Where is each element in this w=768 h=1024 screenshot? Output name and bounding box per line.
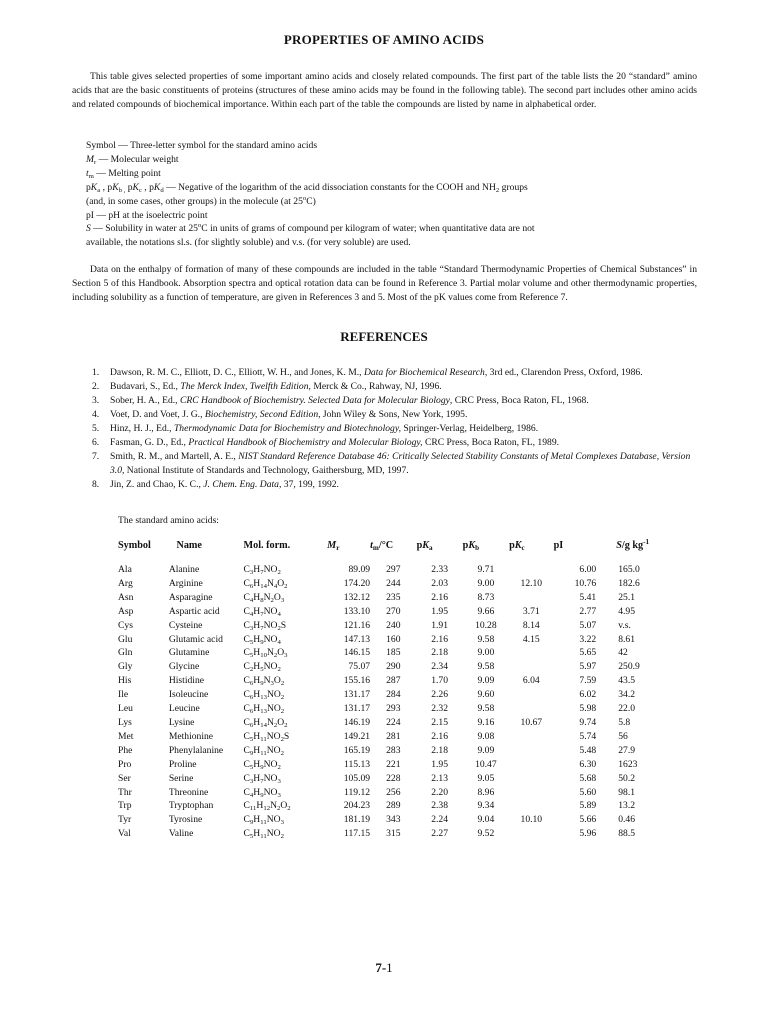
cell-solubility: 4.95 bbox=[618, 605, 636, 617]
cell-solubility: v.s. bbox=[618, 619, 631, 631]
references-title: REFERENCES bbox=[340, 329, 428, 344]
cell-pkb: 8.96 bbox=[477, 786, 495, 798]
col-header-mr: $M_r$ bbox=[327, 540, 340, 552]
cell-pkc: 12.10 bbox=[520, 577, 543, 589]
table-row bbox=[114, 702, 669, 716]
reference-item: 4. Voet, D. and Voet, J. G., Biochemistry, Second Edition, John Wiley & Sons, New York, 1995. bbox=[92, 409, 468, 420]
cell-pka: 2.18 bbox=[431, 647, 449, 659]
cell-pkc bbox=[509, 563, 554, 577]
cell-solubility: 13.2 bbox=[618, 800, 636, 812]
cell-tm: 281 bbox=[386, 730, 401, 742]
cell-symbol: Thr bbox=[118, 786, 132, 798]
symbol-def: $M_r$ — Molecular weight bbox=[86, 153, 179, 166]
cell-pkc bbox=[509, 827, 554, 841]
cell-pkc bbox=[509, 772, 554, 786]
cell-pka: 2.18 bbox=[431, 744, 449, 756]
cell-name: Phenylalanine bbox=[168, 744, 224, 756]
cell-mr: 131.17 bbox=[343, 703, 371, 715]
cell-name: Tryptophan bbox=[168, 800, 214, 812]
cell-formula: $C_6H_{13}NO_2$ bbox=[243, 689, 285, 702]
cell-pkb: 9.08 bbox=[477, 730, 495, 742]
cell-mr: 89.09 bbox=[348, 564, 371, 575]
cell-tm: 315 bbox=[386, 828, 401, 840]
enthalpy-paragraph: Data on the enthalpy of formation of many of these compounds are included in the table “Standard Thermodynamic Properties of Chemical Substances” in Section 5 of this Handbook. Absorption spectra and optical rotation data can be found in Reference 3. Partial molar volume and other thermodynamic properties, including solubility as a function of temperature, are given in References 3 and 5. Most of the pK values come from Reference 7. bbox=[72, 264, 697, 303]
cell-name: Glycine bbox=[168, 661, 200, 673]
cell-pka: 2.26 bbox=[431, 689, 449, 701]
table-row bbox=[114, 758, 669, 772]
table-row bbox=[114, 744, 669, 758]
reference-item: 1. Dawson, R. M. C., Elliott, D. C., Elliott, W. H., and Jones, K. M., Data for Biochemical Research, 3rd ed., Clarendon Press, Oxford, 1986. bbox=[92, 367, 643, 378]
cell-mr: 131.17 bbox=[343, 689, 371, 701]
cell-name: Leucine bbox=[168, 703, 200, 715]
col-header-pkb: $pK_b$ bbox=[462, 540, 480, 552]
cell-pkc bbox=[509, 758, 554, 772]
reference-item: 8. Jin, Z. and Chao, K. C., J. Chem. Eng. Data, 37, 199, 1992. bbox=[92, 479, 339, 490]
cell-formula: $C_6H_{14}N_2O_2$ bbox=[243, 716, 288, 729]
cell-tm: 287 bbox=[386, 675, 401, 687]
reference-number: 7. bbox=[92, 451, 100, 462]
cell-pkb: 9.16 bbox=[477, 716, 495, 728]
cell-name: Aspartic acid bbox=[168, 605, 220, 617]
cell-mr: 121.16 bbox=[343, 619, 371, 631]
cell-pkc bbox=[509, 591, 554, 605]
cell-tm: 270 bbox=[386, 605, 401, 617]
cell-mr: 181.19 bbox=[343, 814, 371, 826]
cell-solubility: 5.8 bbox=[618, 716, 631, 728]
cell-mr: 119.12 bbox=[344, 786, 371, 798]
symbol-def: $t_m$ — Melting point bbox=[86, 167, 161, 180]
cell-pi: 5.48 bbox=[579, 744, 597, 756]
cell-pi: 5.41 bbox=[579, 591, 597, 603]
cell-solubility: 25.1 bbox=[618, 591, 636, 603]
cell-pi: 5.65 bbox=[579, 647, 597, 659]
cell-tm: 235 bbox=[386, 591, 401, 603]
table-row bbox=[114, 605, 669, 619]
cell-pi: 5.68 bbox=[579, 772, 597, 784]
cell-pkc: 10.10 bbox=[520, 814, 543, 826]
table-row bbox=[114, 799, 669, 813]
cell-symbol: Cys bbox=[118, 619, 133, 631]
cell-pi: 10.76 bbox=[574, 577, 597, 589]
references-list bbox=[92, 366, 702, 492]
cell-pkb: 9.05 bbox=[477, 772, 495, 784]
cell-formula: $C_3H_7NO_2$ bbox=[243, 564, 281, 576]
cell-tm: 343 bbox=[386, 814, 401, 826]
cell-solubility: 42 bbox=[618, 647, 628, 659]
cell-solubility: 0.46 bbox=[618, 814, 636, 826]
cell-formula: $C_6H_9N_3O_2$ bbox=[243, 675, 285, 688]
cell-solubility: 34.2 bbox=[618, 689, 636, 701]
cell-name: Alanine bbox=[168, 564, 200, 575]
cell-formula: $C_5H_{11}NO_2$ bbox=[243, 828, 284, 841]
cell-symbol: Tyr bbox=[118, 814, 132, 826]
cell-tm: 284 bbox=[386, 689, 401, 701]
cell-tm: 297 bbox=[386, 564, 401, 575]
cell-symbol: Glu bbox=[118, 633, 133, 645]
reference-item: 6. Fasman, G. D., Ed., Practical Handbook of Biochemistry and Molecular Biology, CRC Press, Boca Raton, FL, 1989. bbox=[92, 437, 560, 448]
cell-pkb: 9.04 bbox=[477, 814, 495, 826]
cell-mr: 146.19 bbox=[343, 716, 371, 728]
cell-formula: $C_5H_9NO_2$ bbox=[243, 758, 281, 771]
cell-pi: 5.66 bbox=[579, 814, 597, 826]
standard-amino-acids-caption: The standard amino acids: bbox=[118, 515, 219, 526]
cell-name: Valine bbox=[168, 828, 194, 840]
symbol-def: $pK_a$ , $pK_{b ,}$ $pK_c$ , $pK_d$ — Negative of the logarithm of the acid dissociation constants for the COOH and $NH_2$ groups (and, in some cases, other groups) in the molecule (at 25$^o$C) bbox=[86, 181, 528, 207]
table-row bbox=[114, 619, 669, 633]
cell-pkc bbox=[509, 744, 554, 758]
cell-symbol: Ile bbox=[118, 689, 129, 701]
cell-formula: $C_3H_7NO_2S$ bbox=[243, 619, 287, 632]
cell-tm: 160 bbox=[386, 633, 401, 645]
table-row bbox=[114, 633, 669, 647]
cell-solubility: 1623 bbox=[618, 758, 638, 770]
reference-item: 5. Hinz, H. J., Ed., Thermodynamic Data for Biochemistry and Biotechnology, Springer-Verlag, Heidelberg, 1986. bbox=[92, 423, 539, 434]
cell-name: Proline bbox=[168, 758, 197, 770]
cell-tm: 185 bbox=[386, 647, 401, 659]
cell-pi: 2.77 bbox=[579, 605, 597, 617]
reference-item: 3. Sober, H. A., Ed., CRC Handbook of Biochemistry. Selected Data for Molecular Biology, CRC Press, Boca Raton, FL, 1968. bbox=[92, 395, 589, 406]
reference-number: 4. bbox=[92, 409, 100, 420]
table-row bbox=[114, 660, 669, 674]
cell-pkc: 8.14 bbox=[522, 619, 540, 631]
cell-symbol: Asp bbox=[118, 605, 134, 617]
reference-item: 7. Smith, R. M., and Martell, A. E., NIST Standard Reference Database 46: Critically Selected Stability Constants of Metal Complexes Database, Version 3.0, National Institute of Standards and Technology, Gaithersburg, MD, 1997. bbox=[92, 451, 691, 476]
cell-mr: 165.19 bbox=[343, 744, 371, 756]
cell-pi: 9.74 bbox=[579, 716, 597, 728]
cell-formula: $C_3H_7NO_3$ bbox=[243, 772, 281, 785]
cell-pkb: 10.47 bbox=[475, 758, 497, 770]
symbol-definitions bbox=[86, 139, 698, 250]
cell-symbol: Ser bbox=[118, 772, 131, 784]
cell-pi: 5.07 bbox=[579, 619, 597, 631]
cell-mr: 117.15 bbox=[344, 828, 371, 840]
cell-symbol: Phe bbox=[118, 744, 133, 756]
cell-tm: 224 bbox=[386, 716, 401, 728]
table-row bbox=[114, 786, 669, 800]
cell-mr: 75.07 bbox=[348, 661, 371, 673]
cell-pkb: 9.00 bbox=[477, 577, 495, 589]
cell-pka: 2.13 bbox=[431, 772, 449, 784]
cell-pi: 5.97 bbox=[579, 661, 597, 673]
table-row bbox=[114, 730, 669, 744]
cell-pkb: 9.71 bbox=[477, 564, 495, 575]
cell-pi: 7.59 bbox=[579, 675, 597, 687]
cell-pi: 5.96 bbox=[579, 828, 597, 840]
amino-acid-table-body bbox=[114, 563, 669, 841]
cell-name: Glutamic acid bbox=[168, 633, 223, 645]
cell-tm: 228 bbox=[386, 772, 401, 784]
cell-mr: 204.23 bbox=[343, 800, 371, 812]
cell-name: Tyrosine bbox=[168, 814, 203, 826]
cell-name: Cysteine bbox=[168, 619, 203, 631]
reference-number: 1. bbox=[92, 367, 100, 378]
cell-pka: 2.20 bbox=[431, 786, 449, 798]
cell-symbol: Trp bbox=[118, 800, 132, 812]
cell-mr: 147.13 bbox=[343, 633, 371, 645]
cell-mr: 174.20 bbox=[343, 577, 371, 589]
table-row bbox=[114, 716, 669, 730]
cell-pkc: 3.71 bbox=[522, 605, 540, 617]
cell-symbol: Asn bbox=[118, 591, 134, 603]
cell-pkb: 8.73 bbox=[477, 591, 495, 603]
reference-item: 2. Budavari, S., Ed., The Merck Index, Twelfth Edition, Merck & Co., Rahway, NJ, 1996. bbox=[92, 381, 442, 392]
cell-pkc bbox=[509, 799, 554, 813]
col-header-formula: Mol. form. bbox=[243, 540, 291, 551]
cell-symbol: His bbox=[118, 675, 132, 687]
cell-name: Serine bbox=[168, 772, 194, 784]
cell-formula: $C_4H_7NO_4$ bbox=[243, 605, 281, 618]
cell-tm: 256 bbox=[386, 786, 401, 798]
page-title: PROPERTIES OF AMINO ACIDS bbox=[283, 32, 485, 47]
cell-symbol: Leu bbox=[118, 703, 133, 715]
cell-pkc bbox=[509, 702, 554, 716]
cell-pkc bbox=[509, 786, 554, 800]
cell-solubility: 165.0 bbox=[618, 564, 640, 575]
cell-pka: 2.38 bbox=[431, 800, 449, 812]
cell-pkb: 9.09 bbox=[477, 744, 495, 756]
cell-pka: 1.70 bbox=[431, 675, 449, 687]
cell-pkc: 4.15 bbox=[522, 633, 540, 645]
table-row bbox=[114, 674, 669, 688]
reference-number: 5. bbox=[92, 423, 100, 434]
cell-symbol: Lys bbox=[118, 716, 132, 728]
cell-solubility: 250.9 bbox=[618, 661, 640, 673]
symbol-def: Symbol — Three-letter symbol for the standard amino acids bbox=[86, 140, 318, 151]
cell-solubility: 8.61 bbox=[618, 633, 636, 645]
cell-pka: 2.03 bbox=[431, 577, 449, 589]
cell-pka: 2.34 bbox=[431, 661, 449, 673]
cell-symbol: Met bbox=[118, 730, 134, 742]
cell-mr: 146.15 bbox=[343, 647, 371, 659]
cell-mr: 105.09 bbox=[343, 772, 371, 784]
cell-formula: $C_5H_{10}N_2O_3$ bbox=[243, 647, 288, 660]
reference-number: 3. bbox=[92, 395, 100, 406]
col-header-tm: $t_m/^\circ C$ bbox=[370, 540, 394, 552]
page-number: 7-1 bbox=[375, 960, 393, 975]
reference-number: 2. bbox=[92, 381, 100, 392]
cell-pi: 5.89 bbox=[579, 800, 597, 812]
cell-pka: 2.16 bbox=[431, 633, 449, 645]
table-row bbox=[114, 577, 669, 591]
table-row bbox=[114, 827, 669, 841]
cell-pkb: 9.09 bbox=[477, 675, 495, 687]
table-row bbox=[114, 646, 669, 660]
col-header-pi: pI bbox=[553, 540, 564, 551]
cell-pka: 2.32 bbox=[431, 703, 449, 715]
cell-tm: 289 bbox=[386, 800, 401, 812]
cell-name: Threonine bbox=[168, 786, 209, 798]
cell-formula: $C_9H_{11}NO_3$ bbox=[243, 814, 284, 827]
cell-formula: $C_{11}H_{12}N_2O_2$ bbox=[243, 800, 291, 813]
cell-pka: 2.15 bbox=[431, 716, 449, 728]
cell-name: Histidine bbox=[168, 675, 205, 687]
cell-formula: $C_9H_{11}NO_2$ bbox=[243, 744, 284, 757]
col-header-solubility: S/g $kg^{-1}$ bbox=[616, 538, 650, 551]
cell-pka: 1.95 bbox=[431, 605, 449, 617]
cell-pkc bbox=[509, 688, 554, 702]
cell-pi: 5.60 bbox=[579, 786, 597, 798]
cell-solubility: 27.9 bbox=[618, 744, 636, 756]
cell-tm: 240 bbox=[386, 619, 401, 631]
cell-pka: 1.95 bbox=[431, 758, 449, 770]
cell-mr: 155.16 bbox=[343, 675, 371, 687]
cell-solubility: 22.0 bbox=[618, 703, 636, 715]
cell-pi: 3.22 bbox=[579, 633, 597, 645]
intro-paragraph: This table gives selected properties of some important amino acids and closely related compounds. The first part of the table lists the 20 “standard” amino acids that are the basic constituents of proteins (structures of these amino acids may be found in the following table). The second part includes other amino acids and related compounds of biochemical importance. Within each part of the table the compounds are listed by name in alphabetical order. bbox=[72, 71, 697, 110]
cell-pkc: 6.04 bbox=[522, 675, 540, 687]
cell-pkc bbox=[509, 730, 554, 744]
cell-solubility: 43.5 bbox=[618, 675, 636, 687]
table-header-row bbox=[114, 540, 669, 563]
cell-pkb: 9.52 bbox=[477, 828, 495, 840]
cell-solubility: 98.1 bbox=[618, 786, 636, 798]
table-row bbox=[114, 772, 669, 786]
cell-formula: $C_4H_8N_2O_3$ bbox=[243, 591, 285, 604]
cell-formula: $C_5H_{11}NO_2S$ bbox=[243, 730, 290, 743]
cell-pkb: 9.58 bbox=[477, 661, 495, 673]
cell-name: Glutamine bbox=[168, 647, 210, 659]
cell-mr: 133.10 bbox=[343, 605, 371, 617]
cell-name: Lysine bbox=[168, 716, 195, 728]
cell-tm: 293 bbox=[386, 703, 401, 715]
cell-pkb: 9.66 bbox=[477, 605, 495, 617]
cell-solubility: 50.2 bbox=[618, 772, 636, 784]
cell-solubility: 88.5 bbox=[618, 828, 636, 840]
cell-name: Arginine bbox=[168, 577, 203, 589]
table-row bbox=[114, 591, 669, 605]
cell-symbol: Arg bbox=[118, 577, 133, 589]
cell-symbol: Gln bbox=[118, 647, 133, 659]
cell-symbol: Ala bbox=[118, 564, 132, 575]
cell-pka: 2.27 bbox=[431, 828, 449, 840]
cell-solubility: 56 bbox=[618, 730, 628, 742]
cell-pkb: 9.58 bbox=[477, 703, 495, 715]
reference-number: 6. bbox=[92, 437, 100, 448]
cell-pkb: 9.58 bbox=[477, 633, 495, 645]
cell-formula: $C_4H_9NO_3$ bbox=[243, 786, 281, 799]
table-row bbox=[114, 688, 669, 702]
cell-tm: 283 bbox=[386, 744, 401, 756]
cell-pi: 5.98 bbox=[579, 703, 597, 715]
cell-pi: 6.00 bbox=[579, 564, 597, 575]
col-header-pka: $pK_a$ bbox=[416, 540, 433, 552]
cell-formula: $C_2H_5NO_2$ bbox=[243, 661, 281, 674]
cell-formula: $C_6H_{14}N_4O_2$ bbox=[243, 577, 288, 590]
table-row bbox=[114, 813, 669, 827]
cell-pka: 2.16 bbox=[431, 591, 449, 603]
cell-symbol: Pro bbox=[118, 758, 132, 770]
cell-pkb: 9.60 bbox=[477, 689, 495, 701]
cell-mr: 149.21 bbox=[343, 730, 371, 742]
cell-mr: 132.12 bbox=[343, 591, 371, 603]
cell-name: Isoleucine bbox=[168, 689, 209, 701]
col-header-pkc: $pK_c$ bbox=[509, 540, 525, 552]
amino-acid-table bbox=[114, 540, 669, 841]
col-header-symbol: Symbol bbox=[118, 540, 151, 551]
cell-name: Methionine bbox=[168, 730, 214, 742]
cell-pi: 6.02 bbox=[579, 689, 597, 701]
cell-pkc: 10.67 bbox=[520, 716, 543, 728]
cell-tm: 290 bbox=[386, 661, 401, 673]
cell-name: Asparagine bbox=[168, 591, 213, 603]
cell-formula: $C_6H_{13}NO_2$ bbox=[243, 703, 285, 716]
cell-tm: 221 bbox=[386, 758, 401, 770]
cell-symbol: Val bbox=[118, 828, 131, 840]
cell-pka: 2.24 bbox=[431, 814, 449, 826]
col-header-name: Name bbox=[168, 540, 202, 551]
cell-tm: 244 bbox=[386, 577, 401, 589]
cell-pkb: 9.34 bbox=[477, 800, 495, 812]
cell-pkc bbox=[509, 646, 554, 660]
cell-pka: 2.33 bbox=[431, 564, 449, 575]
cell-pka: 1.91 bbox=[431, 619, 449, 631]
cell-symbol: Gly bbox=[118, 661, 133, 673]
cell-pkc bbox=[509, 660, 554, 674]
symbol-def: pI — pH at the isoelectric point bbox=[86, 209, 208, 221]
cell-pka: 2.16 bbox=[431, 730, 449, 742]
cell-solubility: 182.6 bbox=[618, 577, 640, 589]
cell-mr: 115.13 bbox=[344, 758, 371, 770]
cell-formula: $C_5H_9NO_4$ bbox=[243, 633, 281, 646]
cell-pi: 5.74 bbox=[579, 730, 597, 742]
table-row bbox=[114, 563, 669, 577]
cell-pkb: 10.28 bbox=[475, 619, 497, 631]
symbol-def: S — Solubility in water at 25$^o$C in units of grams of compound per kilogram of water; when quantitative data are not available, the notations sl.s. (for slightly soluble) and v.s. (for very soluble) are used. bbox=[86, 222, 535, 249]
reference-number: 8. bbox=[92, 479, 100, 490]
cell-pi: 6.30 bbox=[579, 758, 597, 770]
cell-pkb: 9.00 bbox=[477, 647, 495, 659]
